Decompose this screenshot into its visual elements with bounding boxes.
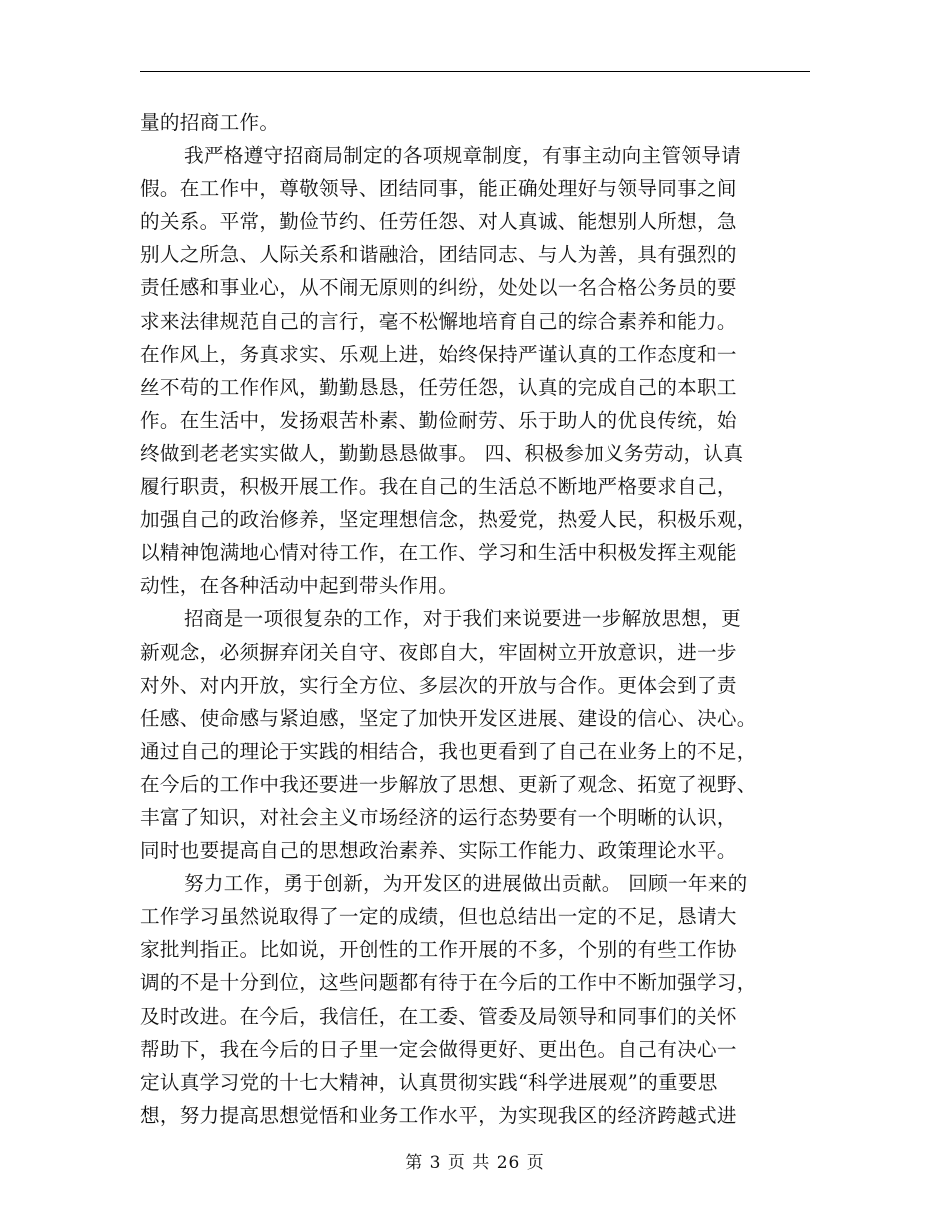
text-line: 丰富了知识，对社会主义市场经济的运行态势要有一个明晰的认识， — [140, 805, 737, 829]
text-line: 调的不是十分到位，这些问题都有待于在今后的工作中不断加强学习， — [140, 971, 757, 995]
text-line: 量的招商工作。 — [140, 111, 280, 134]
text-line: 工作学习虽然说取得了一定的成绩，但也总结出一定的不足，恳请大 — [140, 905, 737, 929]
text-line: 的关系。平常，勤俭节约、任劳任怨、对人真诚、能想别人所想，急 — [140, 210, 737, 234]
text-line: 家批判指正。比如说，开创性的工作开展的不多，个别的有些工作协 — [140, 938, 737, 962]
text-line: 以精神饱满地心情对待工作，在工作、学习和生活中积极发挥主观能 — [140, 541, 737, 565]
text-line: 动性，在各种活动中起到带头作用。 — [140, 574, 459, 598]
text-line: 及时改进。在今后，我信任，在工委、管委及局领导和同事们的关怀 — [140, 1004, 737, 1028]
text-line: 别人之所急、人际关系和谐融洽，团结同志、与人为善，具有强烈的 — [140, 243, 737, 267]
text-line: 在今后的工作中我还要进一步解放了思想、更新了观念、拓宽了视野、 — [140, 772, 757, 796]
text-line: 同时也要提高自己的思想政治素养、实际工作能力、政策理论水平。 — [140, 839, 737, 863]
text-line: 想，努力提高思想觉悟和业务工作水平，为实现我区的经济跨越式进 — [140, 1103, 737, 1127]
text-line: 定认真学习党的十七大精神，认真贯彻实践“科学进展观”的重要思 — [140, 1070, 718, 1094]
text-line: 丝不苟的工作作风，勤勤恳恳，任劳任怨，认真的完成自己的本职工 — [140, 375, 737, 399]
text-line: 帮助下，我在今后的日子里一定会做得更好、更出色。自己有决心一 — [140, 1037, 737, 1061]
text-line: 加强自己的政治修养，坚定理想信念，热爱党，热爱人民，积极乐观， — [140, 508, 757, 532]
text-line: 招商是一项很复杂的工作，对于我们来说要进一步解放思想，更 — [184, 607, 742, 631]
text-line: 求来法律规范自己的言行，毫不松懈地培育自己的综合素养和能力。 — [140, 309, 737, 333]
document-body — [140, 106, 812, 1132]
header-rule — [140, 71, 810, 72]
text-line: 对外、对内开放，实行全方位、多层次的开放与合作。更体会到了责 — [140, 673, 737, 697]
page-number-footer: 第 3 页 共 26 页 — [405, 1153, 545, 1173]
text-line: 在作风上，务真求实、乐观上进，始终保持严谨认真的工作态度和一 — [140, 342, 737, 366]
text-line: 履行职责，积极开展工作。我在自己的生活总不断地严格要求自己， — [140, 475, 737, 499]
text-line: 假。在工作中，尊敬领导、团结同事，能正确处理好与领导同事之间 — [140, 177, 737, 201]
text-line: 努力工作，勇于创新，为开发区的进展做出贡献。 回顾一年来的 — [184, 872, 748, 896]
text-line: 通过自己的理论于实践的相结合，我也更看到了自己在业务上的不足， — [140, 739, 757, 763]
text-line: 终做到老老实实做人，勤勤恳恳做事。 四、积极参加义务劳动，认真 — [140, 441, 744, 465]
text-line: 我严格遵守招商局制定的各项规章制度，有事主动向主管领导请 — [184, 144, 742, 168]
text-line: 责任感和事业心，从不闹无原则的纠纷，处处以一名合格公务员的要 — [140, 276, 737, 300]
text-line: 新观念，必须摒弃闭关自守、夜郎自大，牢固树立开放意识，进一步 — [140, 640, 737, 664]
text-line: 任感、使命感与紧迫感，坚定了加快开发区进展、建设的信心、决心。 — [140, 706, 757, 730]
text-line: 作。在生活中，发扬艰苦朴素、勤俭耐劳、乐于助人的优良传统，始 — [140, 408, 737, 432]
